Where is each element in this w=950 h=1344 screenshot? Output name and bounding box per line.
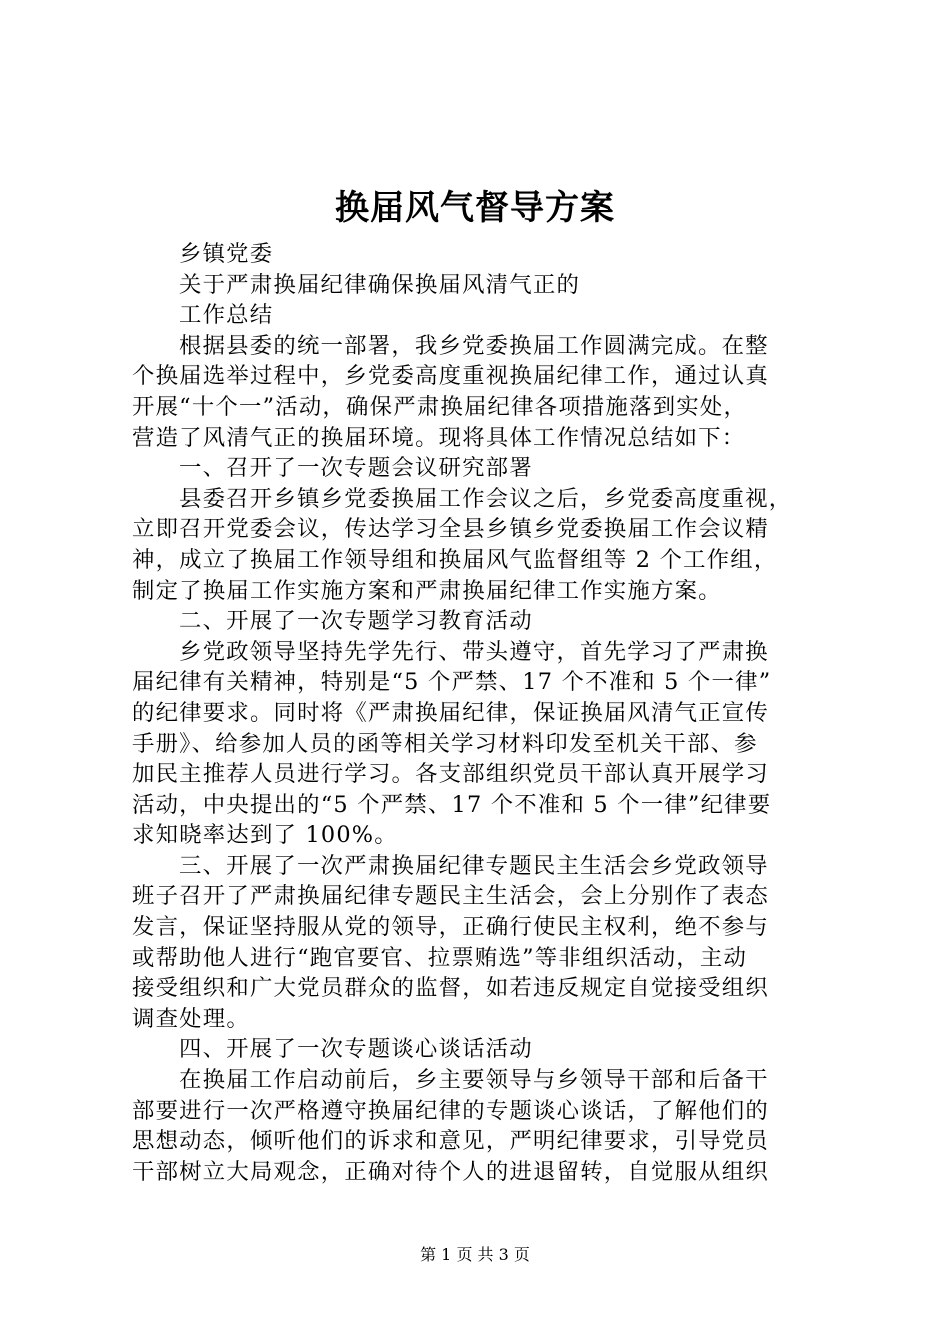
body-line: 思想动态，倾听他们的诉求和意见，严明纪律要求，引导党员 <box>132 1128 769 1155</box>
body-line: 发言，保证坚持服从党的领导，正确行使民主权利，绝不参与 <box>132 914 769 941</box>
body-line: 在换届工作启动前后，乡主要领导与乡领导干部和后备干 <box>179 1067 769 1094</box>
body-line: 接受组织和广大党员群众的监督，如若违反规定自觉接受组织 <box>132 975 769 1002</box>
page-number-footer: 第 1 页 共 3 页 <box>420 1245 530 1264</box>
body-line: 三、开展了一次严肃换届纪律专题民主生活会乡党政领导 <box>179 852 769 879</box>
body-line: 的纪律要求。同时将《严肃换届纪律，保证换届风清气正宣传 <box>132 699 769 726</box>
body-line: 或帮助他人进行“跑官要官、拉票贿选”等非组织活动，主动 <box>132 944 748 971</box>
body-line: 活动，中央提出的“5 个严禁、17 个不准和 5 个一律”纪律要 <box>132 791 772 818</box>
body-line: 四、开展了一次专题谈心谈话活动 <box>179 1036 533 1063</box>
body-line: 二、开展了一次专题学习教育活动 <box>179 608 533 635</box>
body-line: 一、召开了一次专题会议研究部署 <box>179 455 533 482</box>
document-title: 换届风气督导方案 <box>335 188 615 228</box>
body-line: 求知晓率达到了 100%。 <box>132 822 398 849</box>
body-line: 乡镇党委 <box>179 241 274 267</box>
body-line: 制定了换届工作实施方案和严肃换届纪律工作实施方案。 <box>132 577 722 604</box>
body-line: 个换届选举过程中，乡党委高度重视换届纪律工作，通过认真 <box>132 363 769 390</box>
body-line: 乡党政领导坚持先学先行、带头遵守，首先学习了严肃换 <box>179 638 769 665</box>
body-line: 部要进行一次严格遵守换届纪律的专题谈心谈话，了解他们的 <box>132 1097 769 1124</box>
body-line: 营造了风清气正的换届环境。现将具体工作情况总结如下： <box>132 424 746 451</box>
body-line: 班子召开了严肃换届纪律专题民主生活会，会上分别作了表态 <box>132 883 769 910</box>
document-body <box>132 239 832 1187</box>
body-line: 根据县委的统一部署，我乡党委换届工作圆满完成。在整 <box>179 332 769 359</box>
body-line: 调查处理。 <box>132 1005 250 1032</box>
body-line: 加民主推荐人员进行学习。各支部组织党员干部认真开展学习 <box>132 761 769 788</box>
body-line: 工作总结 <box>179 302 274 329</box>
body-line: 立即召开党委会议，传达学习全县乡镇乡党委换届工作会议精 <box>132 516 769 543</box>
body-line: 关于严肃换届纪律确保换届风清气正的 <box>179 271 581 298</box>
body-line: 县委召开乡镇乡党委换届工作会议之后，乡党委高度重视， <box>179 485 793 512</box>
body-line: 开展“十个一”活动，确保严肃换届纪律各项措施落到实处， <box>132 393 748 420</box>
body-line: 届纪律有关精神，特别是“5 个严禁、17 个不准和 5 个一律” <box>132 669 772 696</box>
body-line: 神，成立了换届工作领导组和换届风气监督组等 2 个工作组， <box>132 546 778 573</box>
body-line: 手册》、给参加人员的函等相关学习材料印发至机关干部、参 <box>132 730 758 757</box>
body-line: 干部树立大局观念，正确对待个人的进退留转，自觉服从组织 <box>132 1158 769 1185</box>
